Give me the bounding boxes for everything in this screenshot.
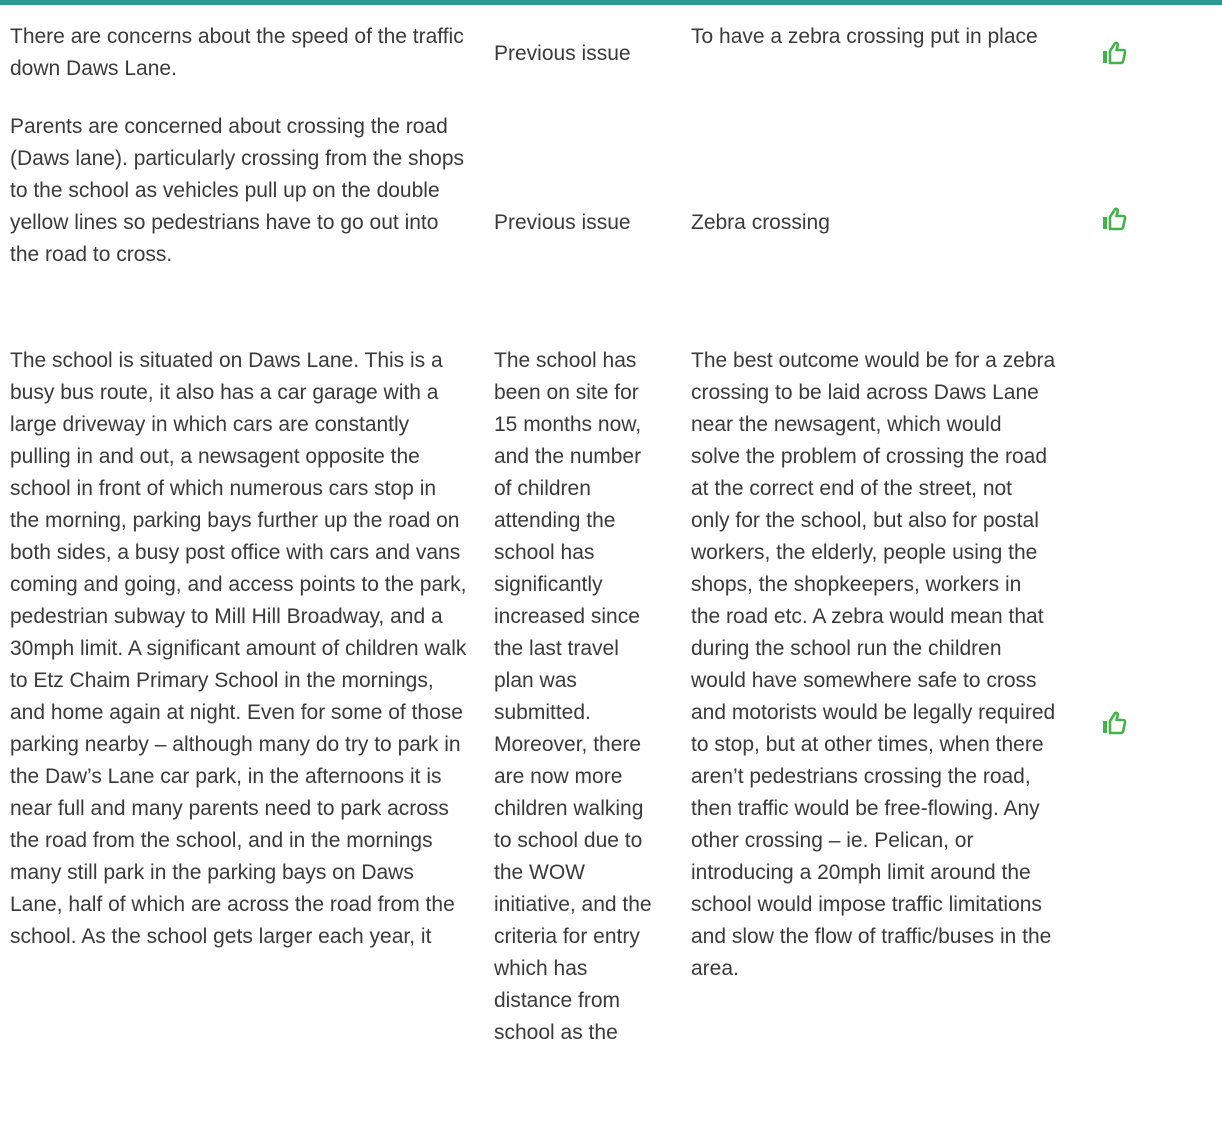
status-cell: [1100, 205, 1140, 238]
table-row: [0, 5, 1222, 109]
issue-description: There are concerns about the speed of the traffic down Daws Lane.: [10, 25, 464, 80]
issue-date: Previous issue: [494, 211, 631, 234]
table-row: [0, 109, 1222, 329]
issue-description: The school is situated on Daws Lane. This is a busy bus route, it also has a car garage with a large driveway in which cars are constantly pulling in and out, a newsagent opposite the school in front of which numerous cars stop in the morning, parking bays further up the road on both sides, a busy post office with cars and vans coming and going, and access points to the park, pedestrian subway to Mill Hill Broadway, and a 30mph limit. A significant amount of children walk to Etz Chaim Primary School in the mornings, and home again at night. Even for some of those parking nearby – although many do try to park in the Daw’s Lane car park, in the afternoons it is near full and many parents need to park across the road from the school, and in the mornings many still park in the parking bays on Daws Lane, half of which are across the road from the school. As the school gets larger each year, it: [10, 349, 467, 948]
issue-date: Previous issue: [494, 42, 631, 65]
thumbs-up-icon: [1100, 709, 1128, 737]
issue-outcome: Zebra crossing: [691, 211, 830, 234]
issue-description: Parents are concerned about crossing the road (Daws lane). particularly crossing from the shops to the school as vehicles pull up on the double yellow lines so pedestrians have to go out into the road to cross.: [10, 115, 465, 266]
thumbs-up-icon: [1100, 39, 1128, 67]
thumbs-up-icon: [1100, 205, 1128, 233]
issues-table: [0, 5, 1222, 1131]
status-cell: [1100, 39, 1140, 72]
status-cell: [1100, 709, 1140, 742]
issue-outcome: The best outcome would be for a zebra crossing to be laid across Daws Lane near the newsagent, which would solve the problem of crossing the road at the correct end of the street, not only for the school, but also for postal workers, the elderly, people using the shops, the shopkeepers, workers in the road etc. A zebra would mean that during the school run the children would have somewhere safe to cross and motorists would be legally required to stop, but at other times, when there aren’t pedestrians crossing the road, then traffic would be free-flowing. Any other crossing – ie. Pelican, or introducing a 20mph limit around the school would impose traffic limitations and slow the flow of traffic/buses in the area.: [691, 349, 1056, 980]
issue-outcome: To have a zebra crossing put in place: [691, 25, 1038, 48]
issue-date: The school has been on site for 15 months now, and the number of children attending the school has significantly increased since the last travel plan was submitted. Moreover, there are now more children walking to school due to the WOW initiative, and the criteria for entry which has distance from school as the: [494, 349, 652, 1044]
table-row: [0, 329, 1222, 1131]
